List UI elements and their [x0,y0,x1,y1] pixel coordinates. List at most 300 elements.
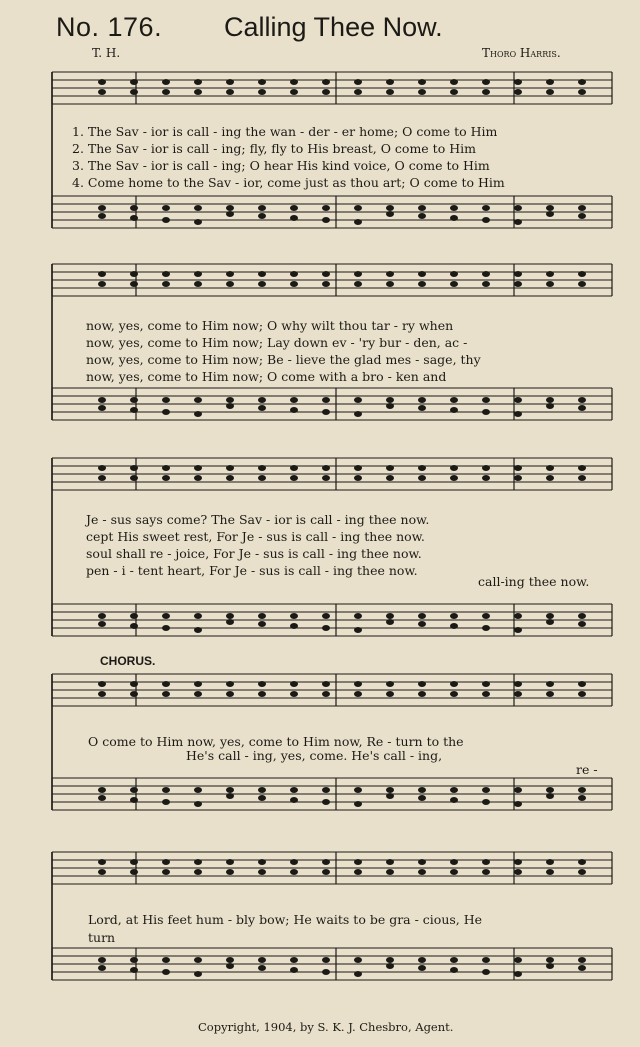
note-head [258,475,266,481]
note-head [450,797,458,803]
note-head [578,397,586,403]
note-head [194,465,202,471]
note-head [514,787,522,793]
note-head [130,271,138,277]
note-head [546,475,554,481]
note-head [482,89,490,95]
note-head [258,859,266,865]
note-head [578,957,586,963]
note-head [258,205,266,211]
note-head [290,967,298,973]
chorus-line1-alto: He's call - ing, yes, come. He's call - ing, [186,748,443,763]
note-head [450,623,458,629]
note-head [482,625,490,631]
note-head [290,215,298,221]
note-head [386,691,394,697]
note-head [290,205,298,211]
note-head [162,281,170,287]
note-head [130,397,138,403]
note-head [194,957,202,963]
note-head [98,957,106,963]
note-head [322,475,330,481]
note-head [162,475,170,481]
system2-verse4: now, yes, come to Him now; O come with a bro - ken and [86,369,447,384]
note-head [546,869,554,875]
note-head [578,681,586,687]
note-head [130,281,138,287]
note-head [194,281,202,287]
note-head [418,475,426,481]
note-head [546,271,554,277]
note-head [450,89,458,95]
note-head [386,787,394,793]
note-head [130,465,138,471]
note-head [578,79,586,85]
note-head [482,799,490,805]
note-head [482,957,490,963]
note-head [258,965,266,971]
note-head [322,409,330,415]
note-head [450,407,458,413]
note-head [578,691,586,697]
system3-verse2: cept His sweet rest, For Je - sus is call - ing thee now. [86,529,425,544]
note-head [418,79,426,85]
note-head [130,859,138,865]
note-head [194,627,202,633]
note-head [546,281,554,287]
note-head [194,219,202,225]
note-head [162,691,170,697]
note-head [578,621,586,627]
note-head [290,89,298,95]
note-head [162,625,170,631]
note-head [226,613,234,619]
note-head [482,465,490,471]
note-head [354,869,362,875]
note-head [194,89,202,95]
note-head [354,957,362,963]
note-head [226,89,234,95]
note-head [194,79,202,85]
note-head [162,957,170,963]
note-head [546,205,554,211]
note-head [514,859,522,865]
note-head [514,681,522,687]
note-head [482,397,490,403]
note-head [98,271,106,277]
note-head [354,271,362,277]
note-head [578,859,586,865]
note-head [546,613,554,619]
note-head [354,219,362,225]
note-head [482,271,490,277]
system3-bass-text: call-ing thee now. [478,574,590,589]
note-head [546,691,554,697]
note-head [226,403,234,409]
note-head [194,681,202,687]
note-head [386,281,394,287]
note-head [258,465,266,471]
system2-verse2: now, yes, come to Him now; Lay down ev - 'ry bur - den, ac - [86,335,468,350]
note-head [354,205,362,211]
system2-verse3: now, yes, come to Him now; Be - lieve the glad mes - sage, thy [86,352,481,367]
note-head [98,475,106,481]
note-head [546,211,554,217]
note-head [194,801,202,807]
note-head [98,89,106,95]
note-head [450,967,458,973]
note-head [418,869,426,875]
note-head [226,397,234,403]
note-head [290,681,298,687]
note-head [386,205,394,211]
note-head [450,215,458,221]
note-head [482,79,490,85]
note-head [578,965,586,971]
note-head [194,869,202,875]
system1-verse3: 3. The Sav - ior is call - ing; O hear His kind voice, O come to Him [72,158,490,173]
note-head [482,205,490,211]
note-head [322,969,330,975]
note-head [354,281,362,287]
note-head [130,215,138,221]
note-head [258,405,266,411]
note-head [98,787,106,793]
note-head [546,859,554,865]
note-head [290,79,298,85]
note-head [162,869,170,875]
note-head [98,213,106,219]
note-head [450,869,458,875]
note-head [578,213,586,219]
note-head [354,971,362,977]
note-head [162,799,170,805]
note-head [354,627,362,633]
note-head [258,613,266,619]
note-head [482,475,490,481]
note-head [418,405,426,411]
note-head [386,271,394,277]
note-head [386,79,394,85]
note-head [162,969,170,975]
note-head [578,613,586,619]
note-head [226,957,234,963]
note-head [98,795,106,801]
note-head [194,787,202,793]
note-head [226,793,234,799]
note-head [194,271,202,277]
note-head [514,271,522,277]
note-head [322,869,330,875]
note-head [98,405,106,411]
note-head [322,799,330,805]
note-head [226,271,234,277]
note-head [482,217,490,223]
note-head [322,859,330,865]
note-head [226,859,234,865]
chorus-label: CHORUS. [100,654,156,668]
note-head [546,89,554,95]
note-head [162,409,170,415]
note-head [450,79,458,85]
note-head [130,613,138,619]
note-head [546,619,554,625]
note-head [450,957,458,963]
note-head [130,691,138,697]
note-head [578,795,586,801]
note-head [290,957,298,963]
note-head [290,797,298,803]
note-head [258,89,266,95]
note-head [514,219,522,225]
note-head [98,681,106,687]
note-head [258,621,266,627]
system1-verse4: 4. Come home to the Sav - ior, come just as thou art; O come to Him [72,175,505,190]
note-head [194,397,202,403]
note-head [418,613,426,619]
note-head [258,271,266,277]
note-head [386,963,394,969]
note-head [546,963,554,969]
note-head [546,79,554,85]
note-head [386,859,394,865]
note-head [578,465,586,471]
note-head [130,407,138,413]
note-head [258,795,266,801]
note-head [290,475,298,481]
hymn-title: Calling Thee Now. [224,12,443,42]
system1-verse2: 2. The Sav - ior is call - ing; fly, fly to His breast, O come to Him [72,141,476,156]
note-head [482,859,490,865]
note-head [514,465,522,471]
note-head [226,869,234,875]
note-head [290,623,298,629]
note-head [514,613,522,619]
note-head [322,957,330,963]
note-head [514,281,522,287]
note-head [226,787,234,793]
note-head [546,787,554,793]
note-head [354,787,362,793]
note-head [130,475,138,481]
note-head [514,397,522,403]
note-head [258,281,266,287]
note-head [482,969,490,975]
note-head [290,397,298,403]
note-head [354,691,362,697]
note-head [386,211,394,217]
note-head [130,79,138,85]
note-head [322,281,330,287]
note-head [290,859,298,865]
note-head [386,793,394,799]
note-head [98,965,106,971]
note-head [418,859,426,865]
note-head [418,957,426,963]
note-head [450,681,458,687]
note-head [130,869,138,875]
note-head [258,869,266,875]
note-head [482,281,490,287]
note-head [290,869,298,875]
note-head [482,787,490,793]
note-head [450,281,458,287]
note-head [450,613,458,619]
note-head [194,971,202,977]
copyright-notice: Copyright, 1904, by S. K. J. Chesbro, Agent. [198,1020,454,1034]
note-head [546,793,554,799]
chorus-line2-bass: turn [88,930,116,945]
note-head [226,691,234,697]
note-head [514,957,522,963]
note-head [514,205,522,211]
note-head [162,205,170,211]
note-head [322,271,330,277]
note-head [354,801,362,807]
note-head [162,271,170,277]
note-head [354,465,362,471]
note-head [130,967,138,973]
note-head [226,281,234,287]
note-head [354,79,362,85]
note-head [450,465,458,471]
note-head [162,613,170,619]
note-head [546,403,554,409]
note-head [514,801,522,807]
note-head [226,619,234,625]
hymn-number: No. 176. [56,12,163,42]
note-head [418,213,426,219]
note-head [130,787,138,793]
system3-verse4: pen - i - tent heart, For Je - sus is call - ing thee now. [86,563,418,578]
note-head [354,397,362,403]
note-head [258,397,266,403]
note-head [194,859,202,865]
words-credit: T. H. [92,46,121,60]
note-head [514,869,522,875]
note-head [290,465,298,471]
note-head [162,89,170,95]
note-head [578,869,586,875]
note-head [98,205,106,211]
note-head [322,89,330,95]
note-head [386,619,394,625]
note-head [162,397,170,403]
note-head [258,691,266,697]
note-head [386,397,394,403]
note-head [386,869,394,875]
note-head [226,465,234,471]
note-head [418,621,426,627]
note-head [418,397,426,403]
note-head [578,281,586,287]
note-head [162,79,170,85]
note-head [514,627,522,633]
note-head [290,787,298,793]
note-head [578,271,586,277]
note-head [578,89,586,95]
note-head [546,465,554,471]
note-head [546,681,554,687]
note-head [322,217,330,223]
note-head [258,213,266,219]
note-head [322,681,330,687]
note-head [546,397,554,403]
note-head [386,475,394,481]
note-head [226,211,234,217]
note-head [514,475,522,481]
note-head [290,271,298,277]
note-head [322,613,330,619]
chorus-line1: O come to Him now, yes, come to Him now, Re - turn to the [88,734,464,749]
note-head [130,205,138,211]
note-head [514,411,522,417]
note-head [354,89,362,95]
note-head [130,957,138,963]
note-head [162,681,170,687]
note-head [418,681,426,687]
note-head [194,411,202,417]
note-head [450,397,458,403]
note-head [482,681,490,687]
note-head [578,205,586,211]
note-head [194,613,202,619]
note-head [226,79,234,85]
note-head [130,797,138,803]
chorus-line1-bass: re - [576,762,598,777]
note-head [322,787,330,793]
note-head [546,957,554,963]
note-head [322,691,330,697]
note-head [98,691,106,697]
music-credit: Thoro Harris. [482,46,561,60]
note-head [354,681,362,687]
note-head [482,613,490,619]
note-head [98,397,106,403]
note-head [450,205,458,211]
note-head [130,89,138,95]
note-head [354,859,362,865]
note-head [194,205,202,211]
note-head [290,691,298,697]
note-head [226,475,234,481]
note-head [226,963,234,969]
note-head [450,787,458,793]
note-head [386,89,394,95]
note-head [98,281,106,287]
note-head [226,681,234,687]
note-head [258,787,266,793]
note-head [578,475,586,481]
note-head [162,465,170,471]
note-head [354,411,362,417]
system3-verse1: Je - sus says come? The Sav - ior is call - ing thee now. [86,512,430,527]
note-head [322,625,330,631]
note-head [418,787,426,793]
note-head [290,613,298,619]
note-head [130,681,138,687]
note-head [514,691,522,697]
note-head [98,79,106,85]
note-head [386,681,394,687]
note-head [322,397,330,403]
note-head [322,205,330,211]
note-head [578,405,586,411]
note-head [386,403,394,409]
note-head [290,407,298,413]
note-head [450,691,458,697]
note-head [162,787,170,793]
